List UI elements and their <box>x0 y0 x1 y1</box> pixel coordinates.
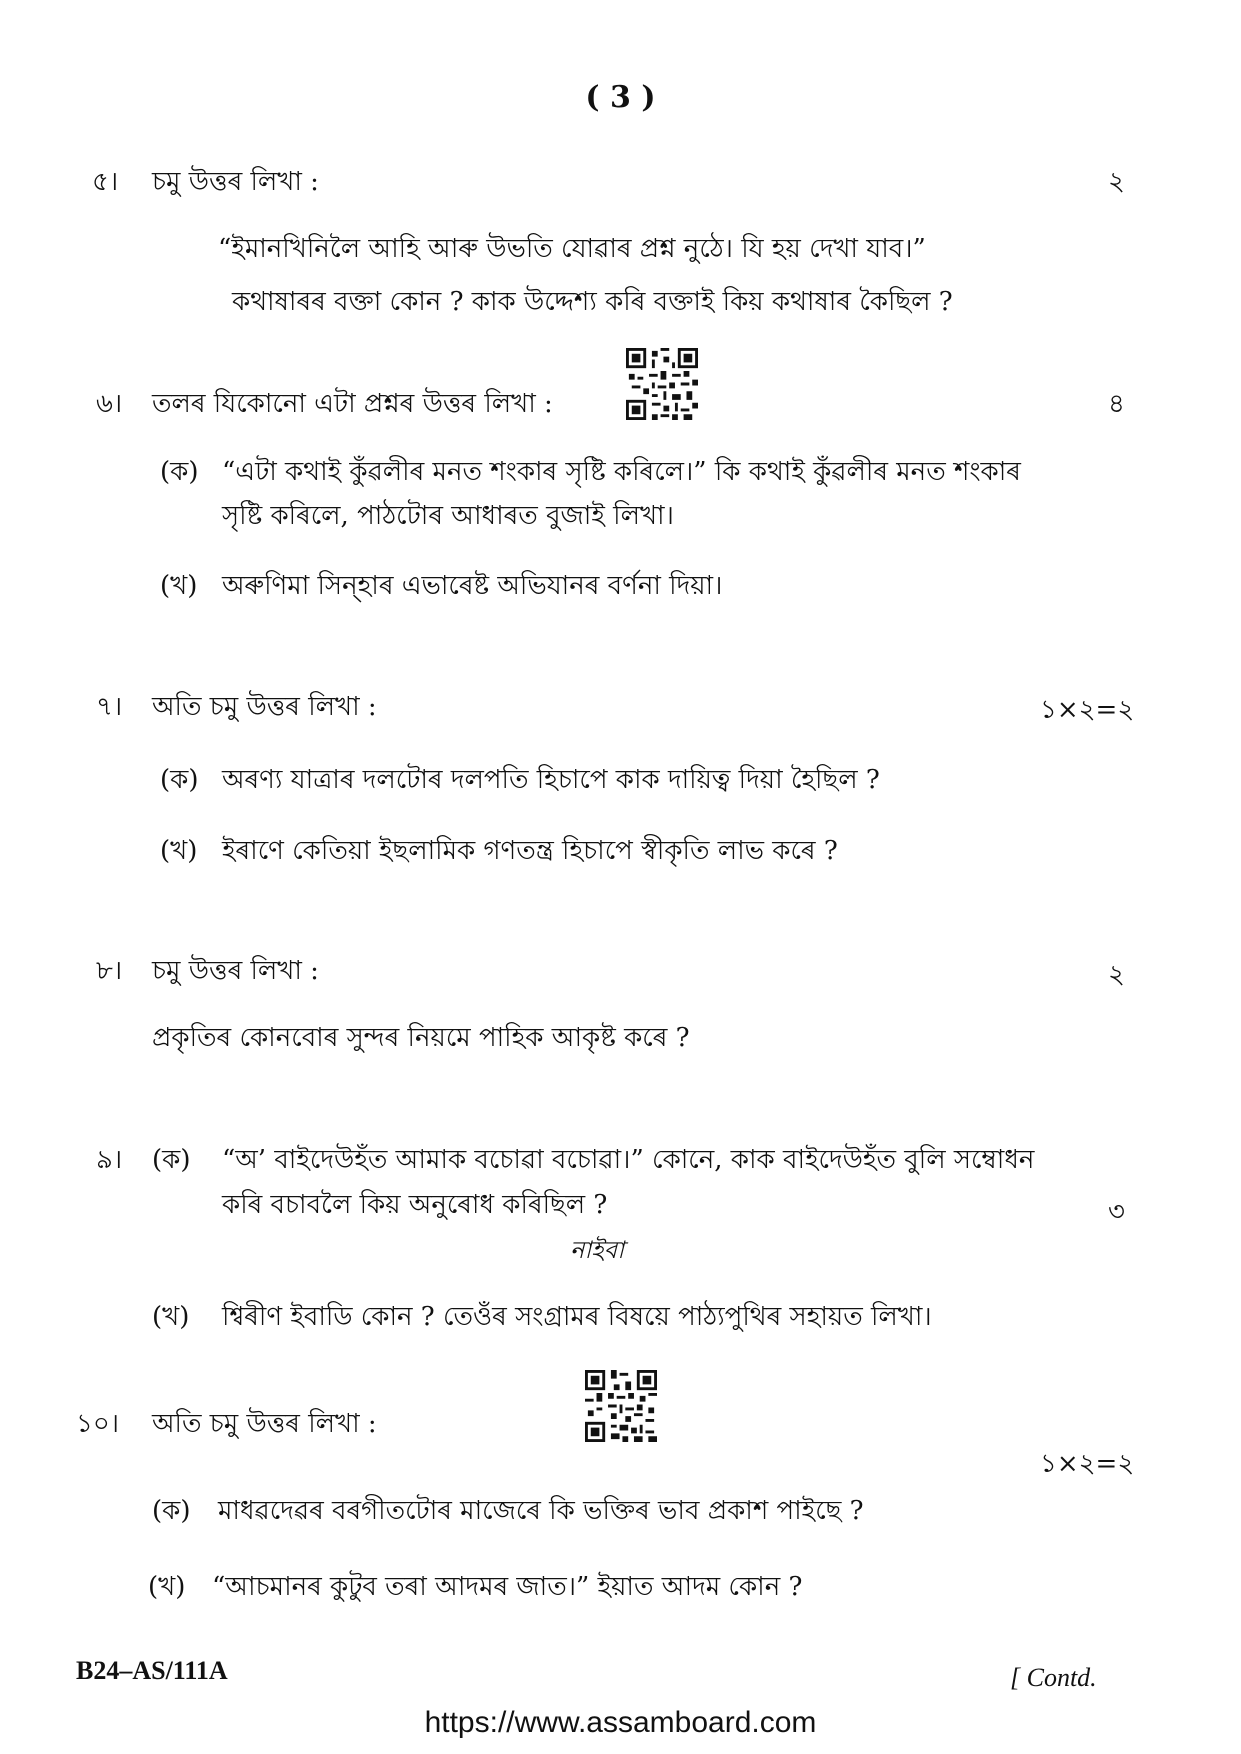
question-6-option-ka-label: (ক) <box>160 457 199 487</box>
question-10-option-ka-label: (ক) <box>152 1496 191 1526</box>
question-6-option-ka-line2: সৃষ্টি কৰিলে, পাঠটোৰ আধাৰত বুজাই লিখা। <box>222 501 674 531</box>
question-9-option-ka-label: (ক) <box>152 1145 191 1175</box>
question-10-option-kha-label: (খ) <box>148 1572 186 1602</box>
question-10-number: ১০। <box>76 1409 120 1439</box>
question-7-number: ৭। <box>96 692 123 722</box>
question-5-title: চমু উত্তৰ লিখা : <box>152 167 319 197</box>
question-6-option-ka-line1: “এটা কথাই কুঁৱলীৰ মনত শংকাৰ সৃষ্টি কৰিলে।” কি কথাই কুঁৱলীৰ মনত শংকাৰ <box>222 457 1021 487</box>
question-6-title: তলৰ যিকোনো এটা প্ৰশ্নৰ উত্তৰ লিখা : <box>152 389 553 419</box>
question-8-marks: ২ <box>1108 960 1125 990</box>
continued-label: [ Contd. <box>1010 1663 1097 1692</box>
question-10-marks: ১×২=২ <box>1040 1449 1135 1479</box>
question-9-option-kha-line1: শ্বিৰীণ ইবাডি কোন ? তেওঁৰ সংগ্ৰামৰ বিষয়ে পাঠ্যপুথিৰ সহায়ত লিখা। <box>222 1302 932 1332</box>
question-7-option-ka-line1: অৰণ্য যাত্ৰাৰ দলটোৰ দলপতি হিচাপে কাক দায়িত্ব দিয়া হৈছিল ? <box>222 765 880 795</box>
qr-code-icon <box>585 1370 657 1442</box>
question-8-title: চমু উত্তৰ লিখা : <box>152 956 319 986</box>
question-9-or-label: নাইবা <box>570 1236 625 1264</box>
question-6-number: ৬। <box>96 389 123 419</box>
question-5-number: ৫। <box>92 167 119 197</box>
qr-code-icon <box>626 348 698 420</box>
question-8-number: ৮। <box>96 956 123 986</box>
question-9-option-ka-line1: “অ’ বাইদেউহঁত আমাক বচোৱা বচোৱা।” কোনে, কাক বাইদেউহঁত বুলি সম্বোধন <box>222 1145 1035 1175</box>
question-6-marks: ৪ <box>1108 389 1125 419</box>
question-9-number: ৯। <box>96 1145 123 1175</box>
question-10-option-ka-line1: মাধৱদেৱৰ বৰগীতটোৰ মাজেৰে কি ভক্তিৰ ভাব প্ৰকাশ পাইছে ? <box>218 1496 864 1526</box>
question-8-prompt: প্ৰকৃতিৰ কোনবোৰ সুন্দৰ নিয়মে পাহিক আকৃষ্ট কৰে ? <box>152 1023 690 1053</box>
question-7-option-kha-label: (খ) <box>160 836 198 866</box>
paper-code: B24–AS/111A <box>76 1656 228 1685</box>
question-5-prompt: কথাষাৰৰ বক্তা কোন ? কাক উদ্দেশ্য কৰি বক্তাই কিয় কথাষাৰ কৈছিল ? <box>232 287 953 317</box>
question-5-marks: ২ <box>1108 167 1125 197</box>
question-6-option-kha-line1: অৰুণিমা সিন্‌হাৰ এভাৰেষ্ট অভিযানৰ বৰ্ণনা দিয়া। <box>222 571 723 601</box>
question-7-title: অতি চমু উত্তৰ লিখা : <box>152 692 377 722</box>
question-7-option-kha-line1: ইৰাণে কেতিয়া ইছলামিক গণতন্ত্ৰ হিচাপে স্বীকৃতি লাভ কৰে ? <box>222 836 838 866</box>
page-number: ( 3 ) <box>585 80 656 115</box>
question-10-title: অতি চমু উত্তৰ লিখা : <box>152 1409 377 1439</box>
question-10-option-kha-line1: “আচমানৰ কুটুব তৰা আদমৰ জাত।” ইয়াত আদম কোন ? <box>212 1572 803 1602</box>
question-9-marks: ৩ <box>1108 1197 1125 1227</box>
question-9-option-kha-label: (খ) <box>152 1302 190 1332</box>
question-5-quote: “ইমানখিনিলৈ আহি আৰু উভতি যোৱাৰ প্ৰশ্ন নুঠে। যি হয় দেখা যাব।” <box>218 234 926 264</box>
question-7-option-ka-label: (ক) <box>160 765 199 795</box>
website-url[interactable]: https://www.assamboard.com <box>424 1706 817 1739</box>
question-6-option-kha-label: (খ) <box>160 571 198 601</box>
question-9-option-ka-line2: কৰি বচাবলৈ কিয় অনুৰোধ কৰিছিল ? <box>222 1190 608 1220</box>
question-7-marks: ১×২=২ <box>1040 695 1135 725</box>
